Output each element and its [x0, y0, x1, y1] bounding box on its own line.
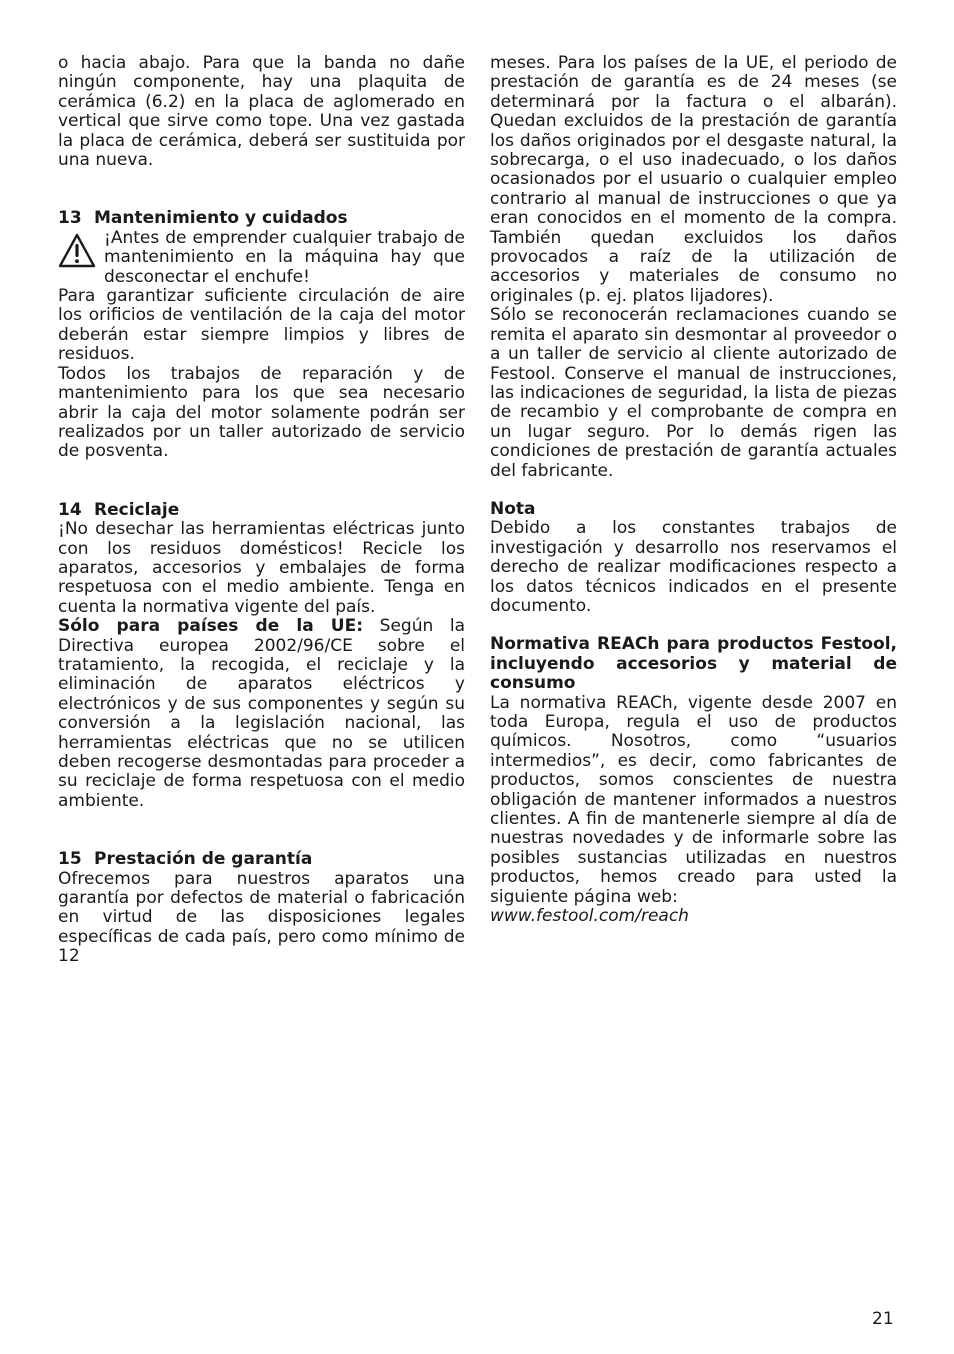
section-number: 13 [58, 208, 82, 229]
reach-text: La normativa REACh, vigente desde 2007 en toda Europa, regula el uso de productos químicos. Nosotros, como “usuarios intermedios”, es decir, como fabricantes de productos, somos conscientes de nuestra obligación de mantener informados a nuestros clientes. A fin de mantenerle siempre al día de nuestras novedades y de informarle sobre las posibles sustancias utilizadas en nuestros productos, hemos creado para usted la siguiente página web: [490, 692, 897, 907]
recycling-paragraph-2 [58, 617, 465, 811]
section-title: Prestación de garantía [94, 849, 313, 870]
warning-notice [58, 229, 465, 287]
section-number: 15 [58, 849, 82, 870]
claims-paragraph: Sólo se reconocerán reclamaciones cuando se remita el aparato sin desmontar al proveedor o a un taller de servicio al cliente autorizado de Festool. Conserve el manual de instrucciones, las indicaciones de seguridad, la lista de piezas de recambio y el comprobante de compra en un lugar seguro. Por lo demás rigen las condiciones de prestación de garantía actuales del fabricante. [490, 305, 897, 481]
section-title: Mantenimiento y cuidados [94, 208, 348, 229]
note-text: Debido a los constantes trabajos de investigación y desarrollo nos reservamos el derecho de realizar modificaciones respecto a los datos técnicos indicados en el presente documento. [490, 518, 897, 616]
reach-heading: Normativa REACh para productos Festool, incluyendo accesorios y material de consumo [490, 634, 897, 694]
reach-url-link[interactable]: www.festool.com/reach [490, 906, 689, 927]
eu-only-label: Sólo para países de la UE: [58, 616, 364, 637]
section-number: 14 [58, 499, 82, 520]
section-15-heading [58, 850, 465, 869]
warning-triangle-icon [58, 233, 96, 269]
warranty-continuation: meses. Para los países de la UE, el periodo de prestación de garantía es de 24 meses (se determinará por la factura o el albarán). Quedan excluidos de la prestación de garantía los daños originados por el desgaste natural, la sobrecarga, o el uso inadecuado, o los daños ocasionados por el usuario o cualquier empleo contrario al manual de instrucciones o que ya eran conocidos en el momento de la compra. También quedan excluidos los daños provocados a raíz de la utilización de accesorios y materiales de consumo no originales (p. ej. platos lijadores). [490, 53, 897, 306]
section-13-heading [58, 209, 465, 228]
right-column [490, 54, 897, 926]
recycling-paragraph-1: ¡No desechar las herramientas eléctricas junto con los residuos domésticos! Recicle los aparatos, accesorios y embalajes de forma respetuosa con el medio ambiente. Tenga en cuenta la normativa vigente del país. [58, 519, 465, 617]
intro-paragraph: o hacia abajo. Para que la banda no dañe ningún componente, hay una plaquita de cerámica (6.2) en la placa de aglomerado en vertical que sirve como tope. Una vez gastada la placa de cerámica, deberá ser sustituida por una nueva. [58, 53, 465, 171]
maintenance-paragraph-2: Todos los trabajos de reparación y de mantenimiento para los que sea necesario abrir la caja del motor solamente podrán ser realizados por un taller autorizado de servicio de posventa. [58, 363, 465, 462]
page-number: 21 [872, 1309, 894, 1329]
section-14-heading [58, 501, 465, 520]
eu-directive-text: Según la Directiva europea 2002/96/CE sobre el tratamiento, la recogida, el reciclaje y la eliminación de aparatos eléctricos y electrónicos y de sus componentes y según su conversión a la legislación nacional, las herramientas eléctricas que no se utilicen deben recogerse desmontadas para proceder a su reciclaje de forma respetuosa con el medio ambiente. [58, 616, 465, 811]
note-heading: Nota [490, 498, 536, 519]
maintenance-paragraph-1: Para garantizar suficiente circulación de aire los orificios de ventilación de la caja del motor deberán estar siempre limpios y libres de residuos. [58, 286, 465, 365]
left-column [58, 54, 465, 967]
warranty-paragraph-1: Ofrecemos para nuestros aparatos una garantía por defectos de material o fabricación en virtud de las disposiciones legales específicas de cada país, pero como mínimo de 12 [58, 868, 465, 967]
warning-text: ¡Antes de emprender cualquier trabajo de mantenimiento en la máquina hay que desconectar el enchufe! [104, 227, 465, 287]
section-title: Reciclaje [94, 499, 180, 520]
